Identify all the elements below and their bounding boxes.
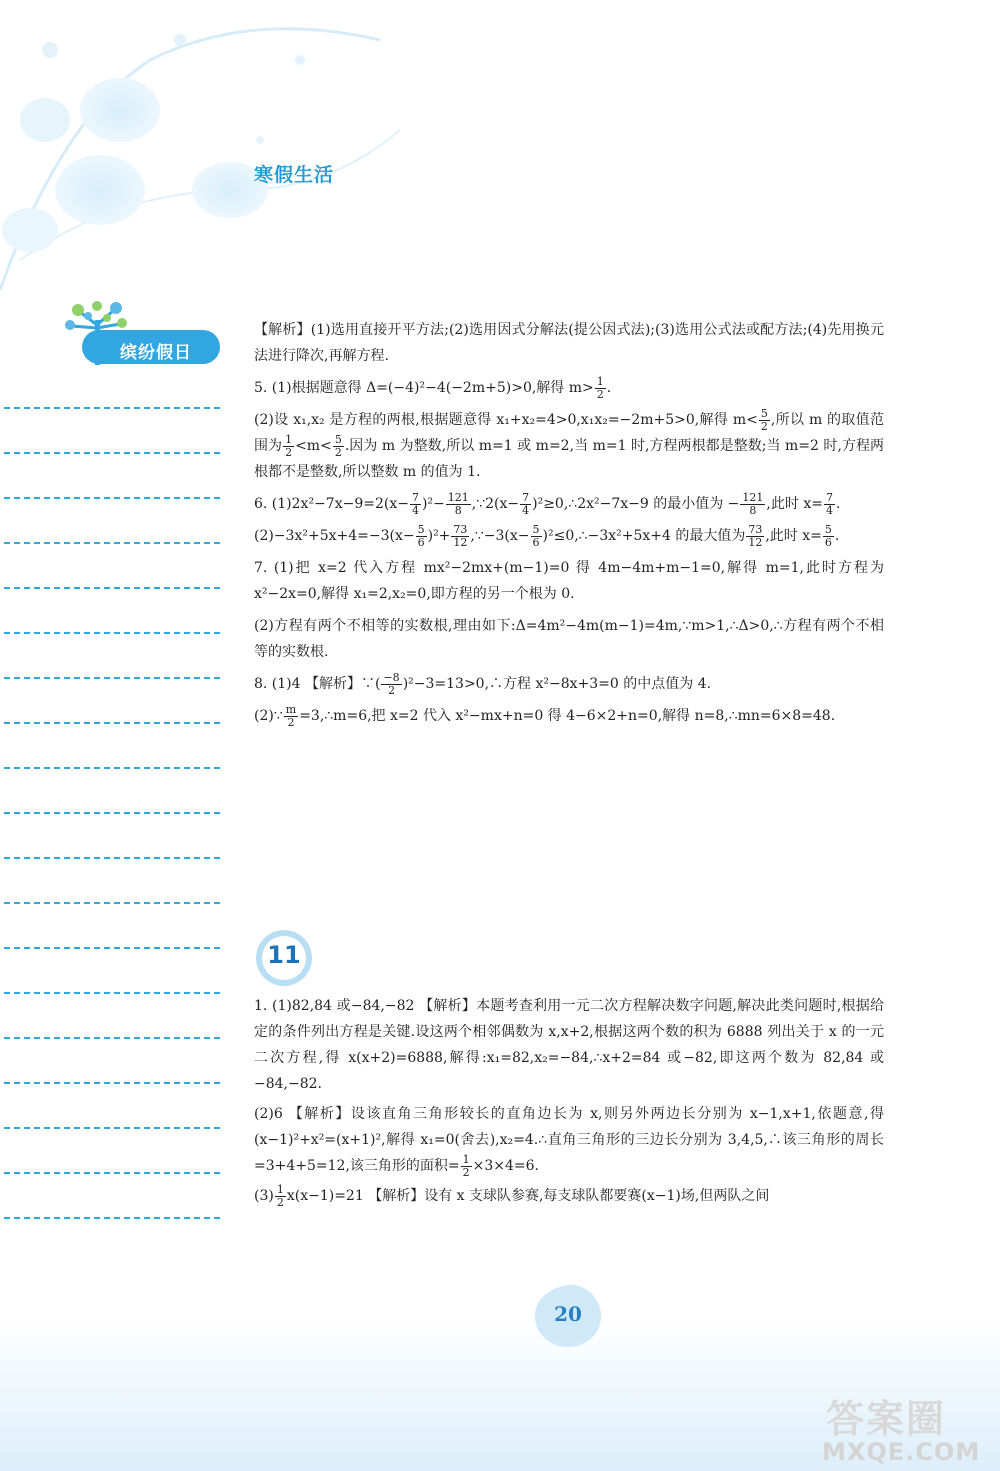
note-line <box>0 790 230 835</box>
fraction <box>416 524 427 549</box>
note-line <box>0 835 230 880</box>
fraction <box>595 376 606 401</box>
numerator: 1 <box>276 1182 284 1196</box>
denominator: 12 <box>453 535 468 549</box>
s11-question-1-part-2 <box>254 1101 884 1179</box>
numerator: 73 <box>453 522 468 536</box>
fraction <box>823 524 834 549</box>
text: =3,∴m=6,把 x=2 代入 x²−mx+n=0 得 4−6×2+n=0,解得 n=8,∴mn=6×8=48. <box>299 708 836 724</box>
fraction <box>410 492 421 517</box>
text: (3) <box>254 1188 274 1204</box>
text: . <box>834 528 840 544</box>
fraction <box>531 524 542 549</box>
text: 8. (1)4 【解析】∵( <box>254 676 381 692</box>
denominator: 12 <box>748 535 763 549</box>
text: (2)−3x²+5x+4=−3(x− <box>254 528 415 544</box>
fraction <box>381 672 401 697</box>
text: )²+ <box>427 528 451 544</box>
text: (2)方程有两个不相等的实数根,理由如下:Δ=4m²−4m(m−1)=4m,∵m>1,∴Δ>0,∴方程有两个不相等的实数根. <box>254 618 884 660</box>
fraction <box>824 492 835 517</box>
floral-decoration <box>0 0 420 300</box>
numerator: 7 <box>825 490 833 504</box>
note-line <box>0 565 230 610</box>
watermark-url: MXQE.COM <box>822 1438 981 1466</box>
numerator: 1 <box>285 432 293 446</box>
note-line <box>0 430 230 475</box>
question-5-part-1: 5. (1)根据题意得 Δ=(−4)²−4(−2m+5)>0,解得 m> $\frac{1}{2}$ . <box>254 374 612 401</box>
analysis-text: 【解析】(1)选用直接开平方法;(2)选用因式分解法(提公因式法);(3)选用公式法或配方法;(4)先用换元法进行降次,再解方程. <box>254 322 884 364</box>
numerator: 121 <box>447 490 469 504</box>
text: ,所以 m 的取值范围为 <box>254 412 884 454</box>
note-line <box>0 655 230 700</box>
numerator: 1 <box>462 1152 470 1166</box>
denominator: 2 <box>462 1165 470 1179</box>
numerator: 73 <box>748 522 763 536</box>
fraction <box>520 492 531 517</box>
denominator: 2 <box>388 683 396 697</box>
note-line <box>0 1060 230 1105</box>
question-7-part-1 <box>254 555 884 607</box>
watermark-logo-text: 答案圈 <box>826 1397 947 1441</box>
text: (2)6 【解析】设该直角三角形较长的直角边长为 x,则另外两边长分别为 x−1,x+1,依题意,得(x−1)²+x²=(x+1)²,解得 x₁=0(舍去),x₂=4.∴直角三角形的三边长分别为 3,4,5,∴该三角形的周长=3+4+5=12,该三角形的面积= <box>254 1106 884 1174</box>
text: <m< <box>295 438 332 454</box>
numerator: 7 <box>411 490 419 504</box>
text: 1. (1)82,84 或−84,−82 【解析】本题考查利用一元二次方程解决数字问题,解决此类问题时,根据给定的条件列出方程是关键.设这两个相邻偶数为 x,x+2,根据这两个数的积为 6888 列出关于 x 的一元二次方程,得 x(x+2)=6888,解得:x₁=82,x₂=−84,∴x+2=84 或−82,即这两个数为 82,84 或−84,−82. <box>254 998 884 1092</box>
text: . <box>835 496 841 512</box>
text: ×3×4=6. <box>472 1158 540 1174</box>
denominator: 8 <box>749 503 757 517</box>
text: 6. (1)2x²−7x−9=2(x− <box>254 496 409 512</box>
note-line <box>0 1105 230 1150</box>
text: )²−3=13>0,∴方程 x²−8x+3=0 的中点值为 4. <box>402 676 712 692</box>
note-line <box>0 745 230 790</box>
text: .因为 m 为整数,所以 m=1 或 m=2,当 m=1 时,方程两根都是整数;当 m=2 时,方程两根都不是整数,所以整数 m 的值为 1. <box>254 438 885 480</box>
note-line <box>0 925 230 970</box>
numerator: 5 <box>417 522 425 536</box>
note-line <box>0 880 230 925</box>
denominator: 4 <box>411 503 419 517</box>
note-line <box>0 520 230 565</box>
fraction <box>461 1154 472 1179</box>
fraction <box>746 524 764 549</box>
text: ,∵2(x− <box>471 496 520 512</box>
note-line <box>0 475 230 520</box>
text: (2)设 x₁,x₂ 是方程的两根,根据题意得 x₁+x₂=4>0,x₁x₂=−2m+5>0,解得 m< <box>254 412 758 428</box>
denominator: 6 <box>532 535 540 549</box>
question-6-part-2 <box>254 523 884 549</box>
denominator: 2 <box>276 1195 284 1209</box>
fraction <box>284 704 298 729</box>
answer-content <box>254 317 884 735</box>
fraction <box>333 434 344 459</box>
badge-label: 缤纷假日 <box>120 343 192 363</box>
text: ,此时 x= <box>765 528 822 544</box>
fraction <box>275 1184 286 1209</box>
note-line <box>0 700 230 745</box>
note-line <box>0 1195 230 1240</box>
question-6-part-1 <box>254 491 884 517</box>
numerator: m <box>285 702 297 716</box>
denominator: 6 <box>417 535 425 549</box>
denominator: 2 <box>596 387 604 401</box>
numerator: 7 <box>522 490 530 504</box>
denominator: 2 <box>287 715 295 729</box>
page-header-title: 寒假生活 <box>254 164 335 186</box>
question-7-part-2 <box>254 613 884 665</box>
numerator: 121 <box>742 490 764 504</box>
s11-question-1-part-1 <box>254 993 884 1097</box>
fraction <box>451 524 469 549</box>
numerator: −8 <box>383 670 400 684</box>
note-line <box>0 970 230 1015</box>
text: (2)∵ <box>254 708 283 724</box>
fraction <box>759 408 770 433</box>
numerator: 5 <box>824 522 832 536</box>
denominator: 8 <box>454 503 462 517</box>
question-5-part-2 <box>254 407 884 485</box>
text: 5. (1)根据题意得 Δ=(−4)²−4(−2m+5)>0,解得 m> <box>254 380 594 396</box>
analysis-paragraph <box>254 317 884 369</box>
fraction <box>446 492 471 517</box>
section-number: 11 <box>267 941 301 969</box>
denominator: 6 <box>824 535 832 549</box>
denominator: 2 <box>334 445 342 459</box>
question-8-part-1 <box>254 671 884 697</box>
notes-lines <box>0 385 230 1240</box>
text: x(x−1)=21 【解析】设有 x 支球队参赛,每支球队都要赛(x−1)场,但两队之间 <box>286 1188 770 1204</box>
fraction <box>740 492 765 517</box>
text: ,∵−3(x− <box>470 528 530 544</box>
fraction <box>283 434 294 459</box>
numerator: 1 <box>596 374 604 388</box>
numerator: 5 <box>760 406 768 420</box>
denominator: 4 <box>825 503 833 517</box>
denominator: 2 <box>760 419 768 433</box>
note-line <box>0 1150 230 1195</box>
denominator: 4 <box>522 503 530 517</box>
text: )²− <box>421 496 445 512</box>
question-8-part-2 <box>254 703 884 729</box>
text: )²≤0,∴−3x²+5x+4 的最大值为 <box>542 528 746 544</box>
denominator: 2 <box>285 445 293 459</box>
text: )²≥0,∴2x²−7x−9 的最小值为 − <box>532 496 740 512</box>
note-line <box>0 610 230 655</box>
s11-question-1-part-3 <box>254 1183 884 1209</box>
page-number: 20 <box>554 1302 582 1326</box>
numerator: 5 <box>334 432 342 446</box>
section-11-content <box>254 993 884 1213</box>
text: ,此时 x= <box>766 496 823 512</box>
note-line <box>0 1015 230 1060</box>
numerator: 5 <box>532 522 540 536</box>
text: 7. (1)把 x=2 代入方程 mx²−2mx+(m−1)=0 得 4m−4m+m−1=0,解得 m=1,此时方程为 x²−2x=0,解得 x₁=2,x₂=0,即方程的另一个根为 0. <box>254 560 884 602</box>
note-line <box>0 385 230 430</box>
